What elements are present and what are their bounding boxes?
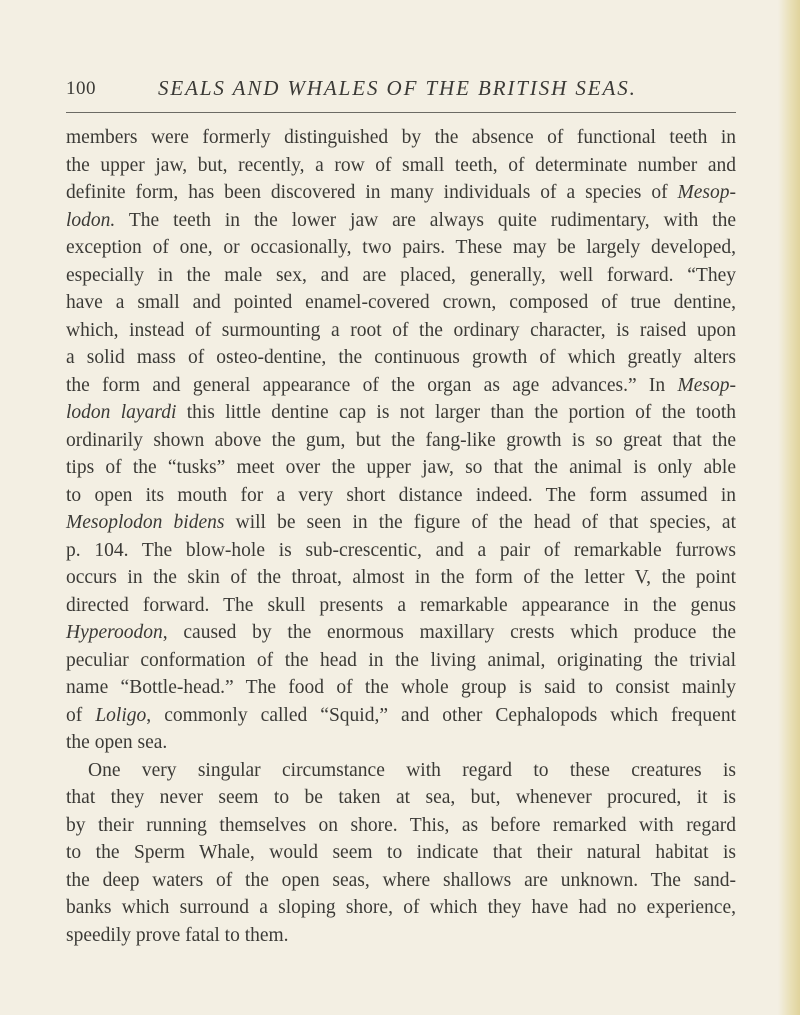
text-line: occurs in the skin of the throat, almost in the form of the letter V, the point bbox=[66, 567, 736, 588]
header-rule bbox=[66, 112, 736, 113]
running-title: SEALS AND WHALES OF THE BRITISH SEAS. bbox=[158, 76, 637, 100]
text-line: speedily prove fatal to them. bbox=[66, 924, 289, 946]
text-line: p. 104. The blow-hole is sub-crescentic, and a pair of remarkable furrows bbox=[66, 539, 736, 561]
text-line: the form and general appearance of the organ as age advances.” In Mesop- bbox=[66, 374, 736, 396]
running-head bbox=[0, 76, 800, 106]
text-line: Mesoplodon bidens will be seen in the figure of the head of that species, at bbox=[66, 512, 736, 533]
text-line: ordinarily shown above the gum, but the fang-like growth is so great that the bbox=[66, 429, 736, 451]
text-line: to open its mouth for a very short distance indeed. The form assumed in bbox=[66, 484, 736, 506]
text-line: One very singular circumstance with regard to these creatures is bbox=[88, 759, 736, 781]
text-line: by their running themselves on shore. This, as before remarked with regard bbox=[66, 814, 736, 836]
text-line: banks which surround a sloping shore, of which they have had no experience, bbox=[66, 897, 736, 918]
page-number: 100 bbox=[66, 78, 96, 99]
text-line: Hyperoodon, caused by the enormous maxillary crests which produce the bbox=[66, 622, 736, 643]
body-text bbox=[66, 124, 736, 949]
text-line: lodon layardi this little dentine cap is not larger than the portion of the tooth bbox=[66, 402, 736, 423]
text-line: tips of the “tusks” meet over the upper jaw, so that the animal is only able bbox=[66, 457, 736, 478]
text-line: especially in the male sex, and are placed, generally, well forward. “They bbox=[66, 264, 736, 286]
text-line: the deep waters of the open seas, where shallows are unknown. The sand- bbox=[66, 869, 736, 891]
text-line: a solid mass of osteo-dentine, the continuous growth of which greatly alters bbox=[66, 347, 736, 368]
page-edge-shadow bbox=[778, 0, 800, 1015]
text-line: which, instead of surmounting a root of the ordinary character, is raised upon bbox=[66, 319, 736, 341]
text-line: members were formerly distinguished by the absence of functional teeth in bbox=[66, 127, 736, 148]
text-line: have a small and pointed enamel-covered crown, composed of true dentine, bbox=[66, 292, 736, 313]
text-line: lodon. The teeth in the lower jaw are always quite rudimentary, with the bbox=[66, 209, 736, 231]
text-line: peculiar conformation of the head in the living animal, originating the trivial bbox=[66, 649, 736, 671]
text-line: the upper jaw, but, recently, a row of small teeth, of determinate number and bbox=[66, 154, 736, 176]
text-line: definite form, has been discovered in many individuals of a species of Mesop- bbox=[66, 182, 736, 203]
text-line: the open sea. bbox=[66, 732, 168, 753]
text-line: to the Sperm Whale, would seem to indicate that their natural habitat is bbox=[66, 842, 736, 863]
text-line: of Loligo, commonly called “Squid,” and other Cephalopods which frequent bbox=[66, 704, 736, 726]
text-line: directed forward. The skull presents a remarkable appearance in the genus bbox=[66, 594, 736, 616]
text-line: exception of one, or occasionally, two pairs. These may be largely developed, bbox=[66, 237, 736, 258]
text-line: name “Bottle-head.” The food of the whole group is said to consist mainly bbox=[66, 677, 736, 698]
text-line: that they never seem to be taken at sea, but, whenever procured, it is bbox=[66, 787, 736, 808]
